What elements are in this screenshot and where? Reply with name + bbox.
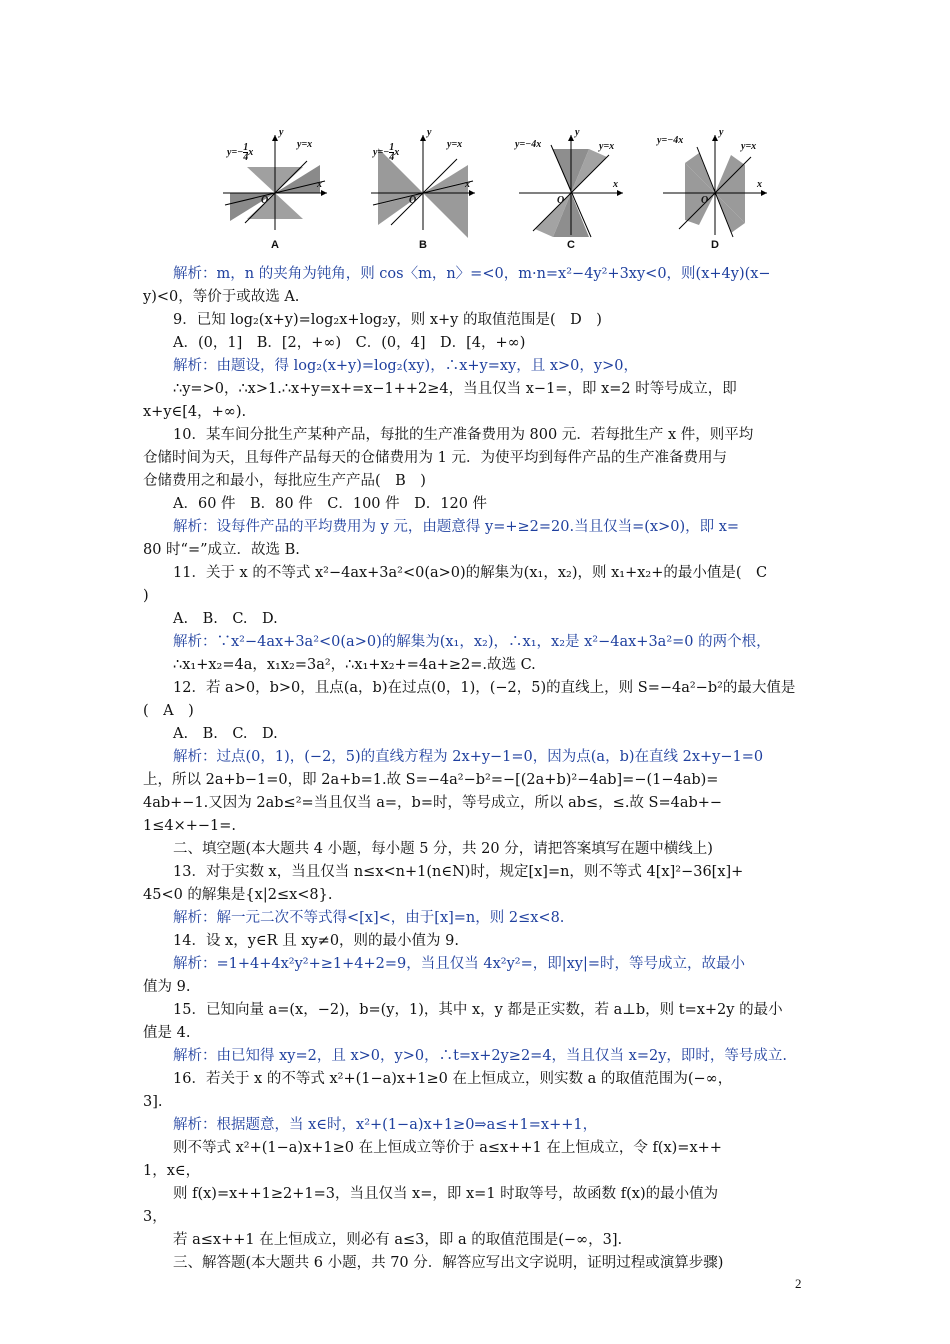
text-line: 仓储时间为天，且每件产品每天的仓储费用为 1 元．为使平均到每件产品的生产准备费用与 <box>143 450 727 466</box>
text-line: 15．已知向量 a=(x，−2)，b=(y，1)，其中 x，y 都是正实数，若 a⊥b，则 t=x+2y 的最小 <box>173 1002 783 1018</box>
text-line: 若 a≤x++1 在上恒成立，则必有 a≤3，即 a 的取值范围是(−∞，3]. <box>173 1232 623 1248</box>
line-label-1: y=−4x <box>657 135 684 146</box>
text-line: y)<0，等价于或故选 A. <box>143 289 300 305</box>
line-label-1: y=− $\frac{1}{4}$ x <box>373 142 400 163</box>
text-line: 3， <box>143 1209 167 1225</box>
page-number: 2 <box>795 1276 802 1291</box>
text-line: 解析：由已知得 xy=2，且 x>0，y>0，∴t=x+2y≥2=4，当且仅当 x=2y，即时，等号成立. <box>173 1048 788 1064</box>
figure-label: A <box>271 239 279 251</box>
figure-label: C <box>567 239 575 251</box>
line-label-1: y=− $\frac{1}{4}$ x <box>227 142 254 163</box>
x-axis-label: x <box>757 179 762 190</box>
figure-c <box>511 125 631 260</box>
text-line: x+y∈[4，+∞). <box>143 404 247 420</box>
text-line: 14．设 x，y∈R 且 xy≠0，则的最小值为 9. <box>173 933 459 949</box>
text-line: A. B. C. D. <box>173 726 278 742</box>
x-axis-label: x <box>317 179 322 190</box>
text-line: A．(0，1] B．[2，+∞) C．(0，4] D．[4，+∞) <box>173 335 526 351</box>
text-line: 值是 4. <box>143 1025 191 1041</box>
text-line: 80 时“=”成立．故选 B. <box>143 542 300 558</box>
text-line: 解析：过点(0，1)，(−2，5)的直线方程为 2x+y−1=0，因为点(a，b)在直线 2x+y−1=0 <box>173 749 764 765</box>
y-axis-label: y <box>427 127 432 138</box>
text-line: 解析：∵x²−4ax+3a²<0(a>0)的解集为(x₁，x₂)，∴x₁，x₂是 x²−4ax+3a²=0 的两个根， <box>173 634 771 650</box>
text-line: 45<0 的解集是{x|2≤x<8}. <box>143 887 333 903</box>
origin-label: O <box>261 195 269 206</box>
text-line: ( A ) <box>143 703 194 719</box>
text-line: ∴y=>0，∴x>1.∴x+y=x+=x−1++2≥4，当且仅当 x−1=，即 x=2 时等号成立，即 <box>173 381 737 397</box>
text-line: 11．关于 x 的不等式 x²−4ax+3a²<0(a>0)的解集为(x₁，x₂)，则 x₁+x₂+的最小值是( C <box>173 565 768 581</box>
text-line: 9．已知 log₂(x+y)=log₂x+log₂y，则 x+y 的取值范围是( D ) <box>173 312 602 328</box>
text-line: 值为 9. <box>143 979 191 995</box>
figure-a <box>215 125 335 260</box>
text-line: 解析：=1+4+4x²y²+≥1+4+2=9，当且仅当 4x²y²=，即|xy|=时，等号成立，故最小 <box>173 956 746 972</box>
text-line: A. B. C. D. <box>173 611 278 627</box>
text-line: A．60 件 B．80 件 C．100 件 D．120 件 <box>173 496 488 512</box>
text-line: 则 f(x)=x++1≥2+1=3，当且仅当 x=，即 x=1 时取等号，故函数 f(x)的最小值为 <box>173 1186 719 1202</box>
figure-label: B <box>419 239 427 251</box>
y-axis-label: y <box>719 127 724 138</box>
origin-label: O <box>409 195 417 206</box>
text-line: ∴x₁+x₂=4a，x₁x₂=3a²，∴x₁+x₂+=4a+≥2=.故选 C. <box>173 657 536 673</box>
text-line: 1≤4×+−1=. <box>143 818 237 834</box>
option-figures <box>215 125 775 260</box>
text-line: 上，所以 2a+b−1=0，即 2a+b=1.故 S=−4a²−b²=−[(2a+b)²−4ab]=−(1−4ab)= <box>143 772 719 788</box>
figure-b <box>363 125 483 260</box>
text-line: 12．若 a>0，b>0，且点(a，b)在过点(0，1)，(−2，5)的直线上，则 S=−4a²−b²的最大值是 <box>173 680 796 696</box>
origin-label: O <box>557 195 565 206</box>
text-line: 10．某车间分批生产某种产品，每批的生产准备费用为 800 元．若每批生产 x 件，则平均 <box>173 427 754 443</box>
text-line: 解析：设每件产品的平均费用为 y 元，由题意得 y=+≥2=20.当且仅当=(x>0)，即 x= <box>173 519 740 535</box>
text-line: 解析：m，n 的夹角为钝角，则 cos〈m，n〉=<0，m·n=x²−4y²+3xy<0，则(x+4y)(x− <box>173 266 771 282</box>
text-line: ) <box>143 588 149 604</box>
y-axis-label: y <box>575 127 580 138</box>
text-line: 1，x∈， <box>143 1163 201 1179</box>
text-line: 解析：由题设，得 log₂(x+y)=log₂(xy)，∴x+y=xy，且 x>0，y>0， <box>173 358 638 374</box>
text-line: 解析：根据题意，当 x∈时，x²+(1−a)x+1≥0⇒a≤+1=x++1， <box>173 1117 598 1133</box>
line-label-2: y=x <box>741 141 757 152</box>
line-label-2: y=x <box>599 141 615 152</box>
line-label-1: y=−4x <box>515 139 542 150</box>
text-line: 二、填空题(本大题共 4 小题，每小题 5 分，共 20 分，请把答案填写在题中横线上) <box>173 841 713 857</box>
document-body <box>143 263 811 1275</box>
line-label-2: y=x <box>447 139 463 150</box>
text-line: 4ab+−1.又因为 2ab≤²=当且仅当 a=，b=时，等号成立，所以 ab≤，≤.故 S=4ab+− <box>143 795 723 811</box>
x-axis-label: x <box>465 179 470 190</box>
y-axis-label: y <box>279 127 284 138</box>
text-line: 仓储费用之和最小，每批应生产产品( B ) <box>143 473 426 489</box>
x-axis-label: x <box>613 179 618 190</box>
text-line: 则不等式 x²+(1−a)x+1≥0 在上恒成立等价于 a≤x++1 在上恒成立，令 f(x)=x++ <box>173 1140 722 1156</box>
text-line: 解析：解一元二次不等式得<[x]<，由于[x]=n，则 2≤x<8. <box>173 910 565 926</box>
origin-label: O <box>701 195 709 206</box>
text-line: 三、解答题(本大题共 6 小题，共 70 分．解答应写出文字说明，证明过程或演算步骤) <box>173 1255 724 1271</box>
text-line: 13．对于实数 x，当且仅当 n≤x<n+1(n∈N)时，规定[x]=n，则不等式 4[x]²−36[x]+ <box>173 864 744 880</box>
figure-d <box>655 125 775 260</box>
figure-label: D <box>711 239 719 251</box>
text-line: 3]. <box>143 1094 163 1110</box>
text-line: 16．若关于 x 的不等式 x²+(1−a)x+1≥0 在上恒成立，则实数 a 的取值范围为(−∞， <box>173 1071 733 1087</box>
line-label-2: y=x <box>297 139 313 150</box>
